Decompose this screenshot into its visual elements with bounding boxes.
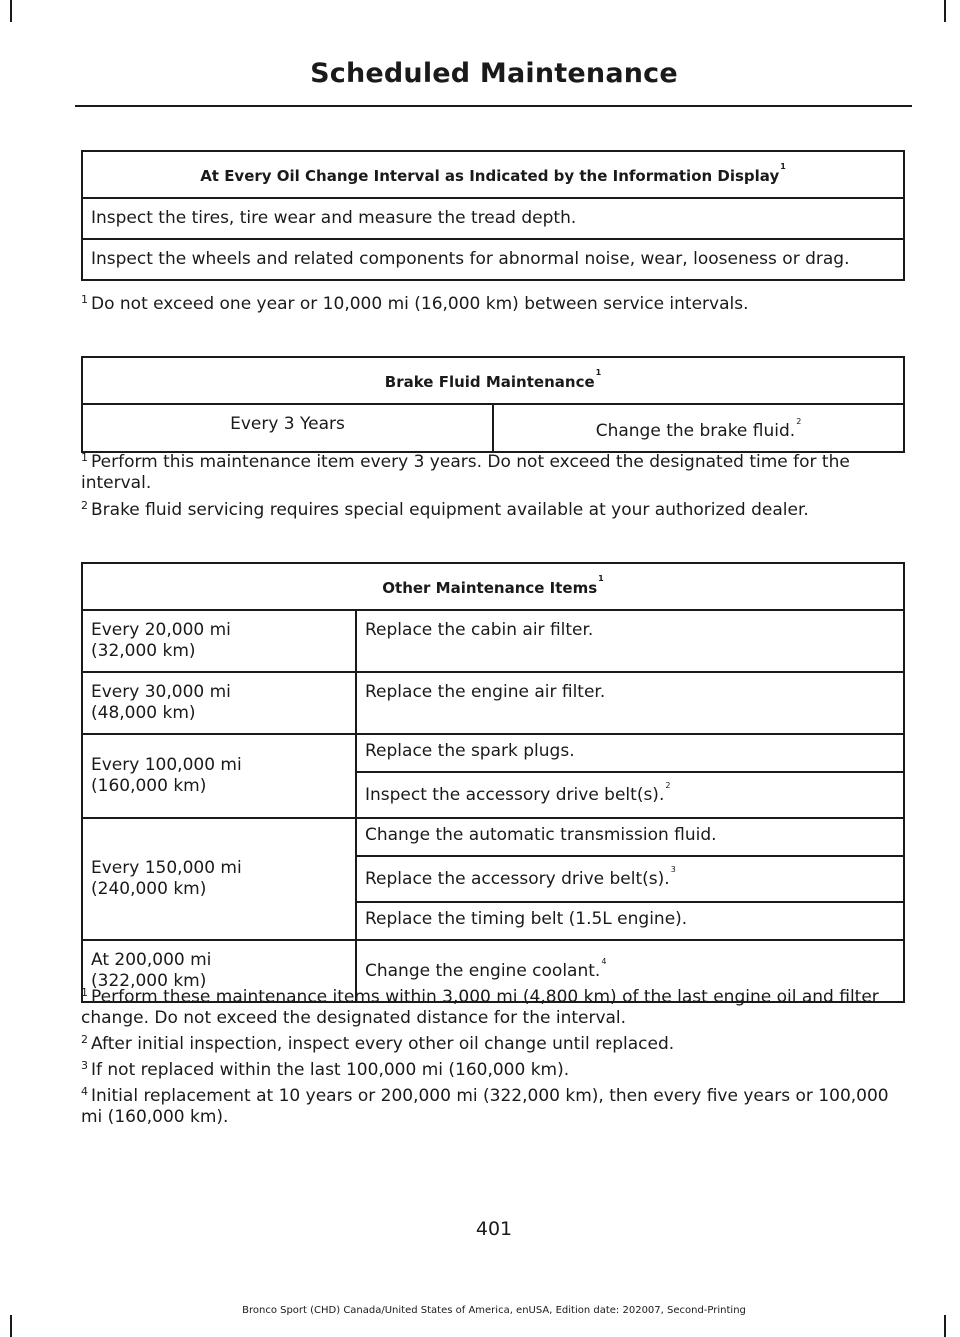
header-rule — [75, 105, 912, 107]
table-row — [82, 734, 904, 772]
interval-cell: Every 3 Years — [82, 404, 493, 452]
table-header-row — [82, 357, 904, 404]
footnote-ref: 2 — [796, 417, 802, 426]
action-cell: Replace the timing belt (1.5L engine). — [356, 902, 904, 940]
table-row — [82, 610, 904, 672]
table-cell: Inspect the tires, tire wear and measure the tread depth. — [82, 198, 904, 239]
action-cell: Change the brake fluid.$^2$ — [493, 404, 904, 452]
footnote: $^1$ Perform these maintenance items within 3,000 mi (4,800 km) of the last engine oil and filter change. Do not exceed the designated distance for the interval. — [81, 986, 879, 1028]
action-cell: Change the engine coolant.$^4$ — [356, 940, 904, 1002]
footnote-ref: 1 — [598, 574, 604, 583]
footnote-ref: 4 — [601, 956, 607, 966]
footnote: $^4$ Initial replacement at 10 years or 200,000 mi (322,000 km), then every five years or 100,000 mi (160,000 km). — [81, 1085, 889, 1127]
page-title: Scheduled Maintenance — [310, 58, 678, 89]
footnote-ref: 3 — [670, 864, 676, 874]
oil-change-table — [81, 150, 905, 281]
footnote: $^2$ Brake fluid servicing requires special equipment available at your authorized dealer. — [81, 499, 809, 520]
table-row — [82, 672, 904, 734]
page-number: 401 — [475, 1218, 513, 1240]
other-maintenance-table — [81, 562, 905, 1003]
edition-footer: Bronco Sport (CHD) Canada/United States of America, enUSA, Edition date: 202007, Second-Printing — [242, 1305, 746, 1316]
footnote: $^1$ Perform this maintenance item every 3 years. Do not exceed the designated time for the interval. — [81, 451, 850, 493]
interval-cell: At 200,000 mi (322,000 km) — [82, 940, 356, 1002]
table-row — [82, 818, 904, 856]
table-header: At Every Oil Change Interval as Indicated by the Information Display$^1$ — [82, 151, 904, 198]
interval-cell: Every 30,000 mi (48,000 km) — [82, 672, 356, 734]
footnote-ref: 2 — [665, 780, 671, 790]
action-cell: Inspect the accessory drive belt(s).$^2$ — [356, 772, 904, 818]
interval-cell: Every 150,000 mi (240,000 km) — [82, 818, 356, 940]
action-cell: Replace the cabin air filter. — [356, 610, 904, 672]
footnote: $^3$ If not replaced within the last 100,000 mi (160,000 km). — [81, 1059, 570, 1080]
interval-cell: Every 100,000 mi (160,000 km) — [82, 734, 356, 818]
table-row — [82, 404, 904, 452]
table-header-row — [82, 563, 904, 610]
interval-cell: Every 20,000 mi (32,000 km) — [82, 610, 356, 672]
footnote-ref: 1 — [780, 162, 786, 171]
footnote: $^1$ Do not exceed one year or 10,000 mi (16,000 km) between service intervals. — [81, 293, 749, 314]
crop-mark — [944, 1315, 946, 1337]
table-cell: Inspect the wheels and related components for abnormal noise, wear, looseness or drag. — [82, 239, 904, 280]
crop-mark — [10, 1315, 12, 1337]
table-row — [82, 239, 904, 280]
action-cell: Replace the engine air filter. — [356, 672, 904, 734]
crop-mark — [944, 0, 946, 22]
table-header: Other Maintenance Items$^1$ — [82, 563, 904, 610]
table-header-row — [82, 151, 904, 198]
table-row — [82, 198, 904, 239]
brake-fluid-table — [81, 356, 905, 453]
table-header: Brake Fluid Maintenance$^1$ — [82, 357, 904, 404]
action-cell: Replace the accessory drive belt(s).$^3$ — [356, 856, 904, 902]
action-cell: Change the automatic transmission fluid. — [356, 818, 904, 856]
footnote-ref: 1 — [595, 368, 602, 377]
crop-mark — [10, 0, 12, 22]
action-cell: Replace the spark plugs. — [356, 734, 904, 772]
footnote: $^2$ After initial inspection, inspect every other oil change until replaced. — [81, 1033, 675, 1054]
